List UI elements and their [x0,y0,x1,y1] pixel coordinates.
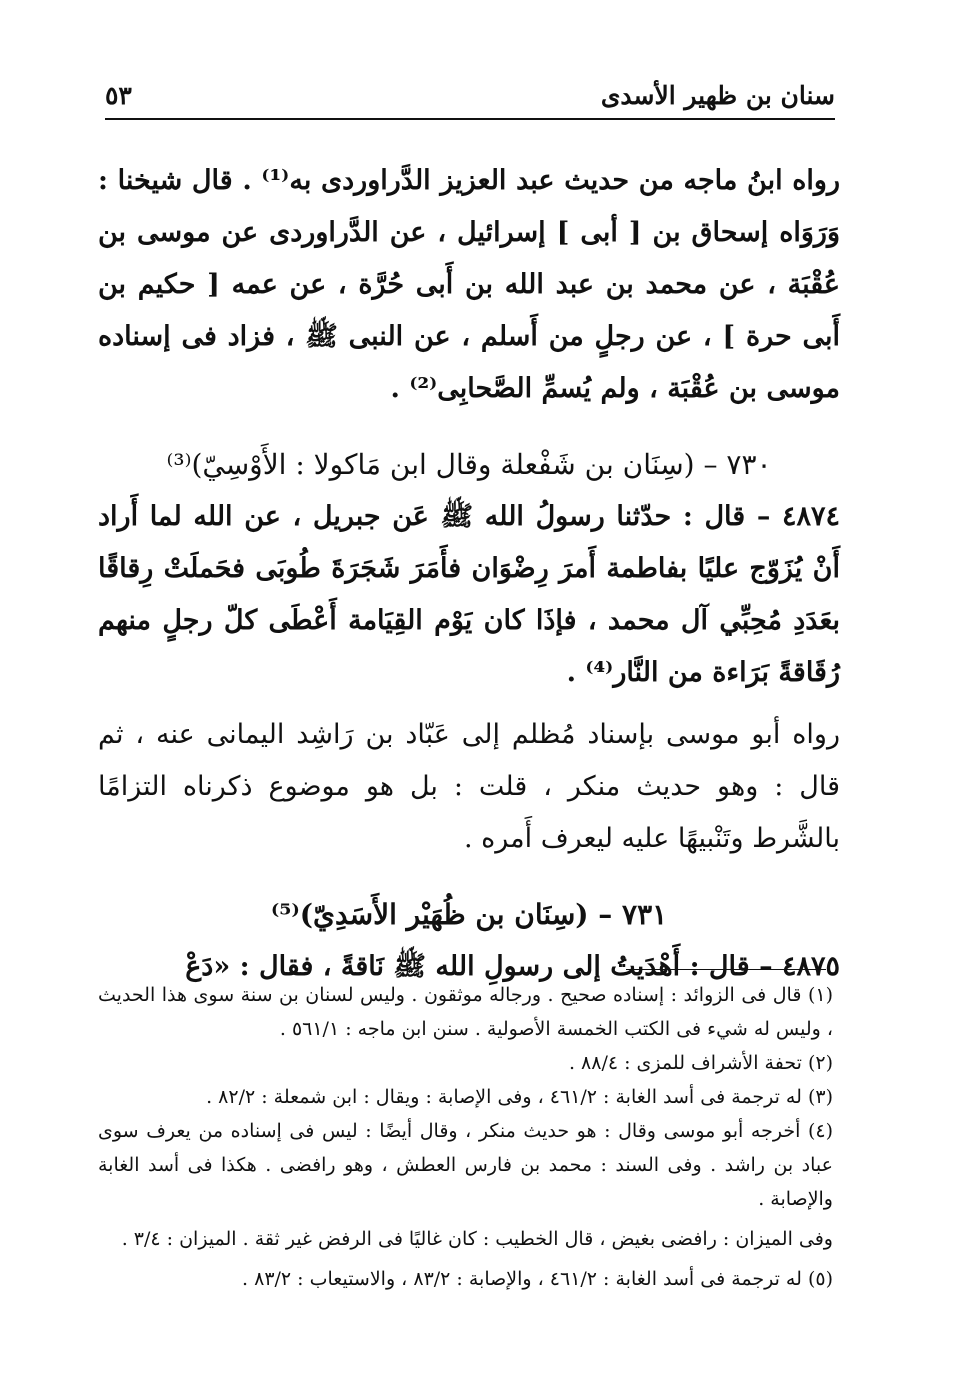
hadith-4874: ٤٨٧٤ – قال : حدّثنا رسولُ الله ﷺ عَن جبريل ، عن الله لما أَراد أَنْ يُزَوّج عليًا بفاطمة أَمرَ رِضْوَان فأَمَرَ شَجَرَةَ طُوبَى فحَملَتْ رِقاقًا بعَدَدِ مُحِبِّي آل محمد ، فإذَا كان يَوْم القِيَامة أَعْطَى كلّ رجلٍ منهم رُقَاقةً بَرَاءة من النَّار⁽⁴⁾ . [98,501,840,688]
footnote-2: (٢) تحفة الأشراف للمزى : ٨٨/٤ . [568,1052,833,1074]
entry-heading-730: ٧٣٠ – (سِنَان بن شَفْعلة وقال ابن مَاكولا : الأَوْسِيّ)⁽³⁾ [166,448,772,481]
paragraph-abu-musa: رواه أبو موسى بإسناد مُظلم إلى عَبّاد بن رَاشِد اليمانى عنه ، ثم قال : وهو حديث منكر ، قلت : بل هو موضوع ذكرناه التزامًا بالشَّرط وتَنْبيهًا عليه ليعرف أَمره . [98,719,840,854]
page-number: ٥٣ [105,80,132,110]
paragraph-ibn-majah: رواه ابنُ ماجه من حديث عبد العزيز الدَّراوردى به⁽¹⁾ . قال شيخنا : وَرَوَاه إسحاق بن [ أبى ] إسرائيل ، عن الدَّراوردى عن موسى بن عُقْبَة ، عن محمد بن عبد الله بن أَبى حُرَّة ، عن عمه [ حكيم بن أَبى حرة ] ، عن رجلٍ من أَسلم ، عن النبى ﷺ ، فزاد فى إسناده موسى بن عُقْبَة ، ولم يُسمِّ الصَّحابِى⁽²⁾ . [98,165,840,404]
main-text [98,155,840,993]
page-header [105,72,835,118]
footnote-1: (١) قال فى الزوائد : إسناده صحيح . ورجاله موثقون . وليس لسنان بن سنة سوى هذا الحديث ، وليس له شيء فى الكتب الخمسة الأصولية . سنن ابن ماجه : ٥٦١/١ . [98,984,833,1040]
running-title: سنان بن ظهير الأسدى [600,80,835,110]
footnote-rule [626,969,826,970]
footnote-5: (٥) له ترجمة فى أسد الغابة : ٤٦١/٢ ، والإصابة : ٨٣/٢ ، والاستيعاب : ٨٣/٢ . [242,1268,833,1290]
entry-heading-731: ٧٣١ – (سِنَان بن ظُهَيْر الأَسَدِيّ)⁽⁵⁾ [270,898,668,931]
footnotes [98,978,833,1296]
footnote-4-continued: وفى الميزان : رافضى بغيض ، قال الخطيب : كان غاليًا فى الرفض غير ثقة . الميزان : ٣/٤ . [121,1228,833,1250]
hadith-4875: ٤٨٧٥ – قال : أَهْدَيتُ إلى رسولِ الله ﷺ نَاقةً ، فقال : «دَعْ [185,951,840,982]
footnote-3: (٣) له ترجمة فى أسد الغابة : ٤٦١/٢ ، وفى الإصابة : ويقال : ابن شمعلة : ٨٢/٢ . [206,1086,833,1108]
footnote-4: (٤) أخرجه أبو موسى وقال : هو حديث منكر ، وقال أيضًا : ليس فى إسناده من يعرف سوى عباد بن راشد . وفى السند : محمد بن فارس العطش ، وهو رافضى . هكذا فى أسد الغابة والإصابة . [98,1120,833,1210]
header-rule [105,118,835,120]
